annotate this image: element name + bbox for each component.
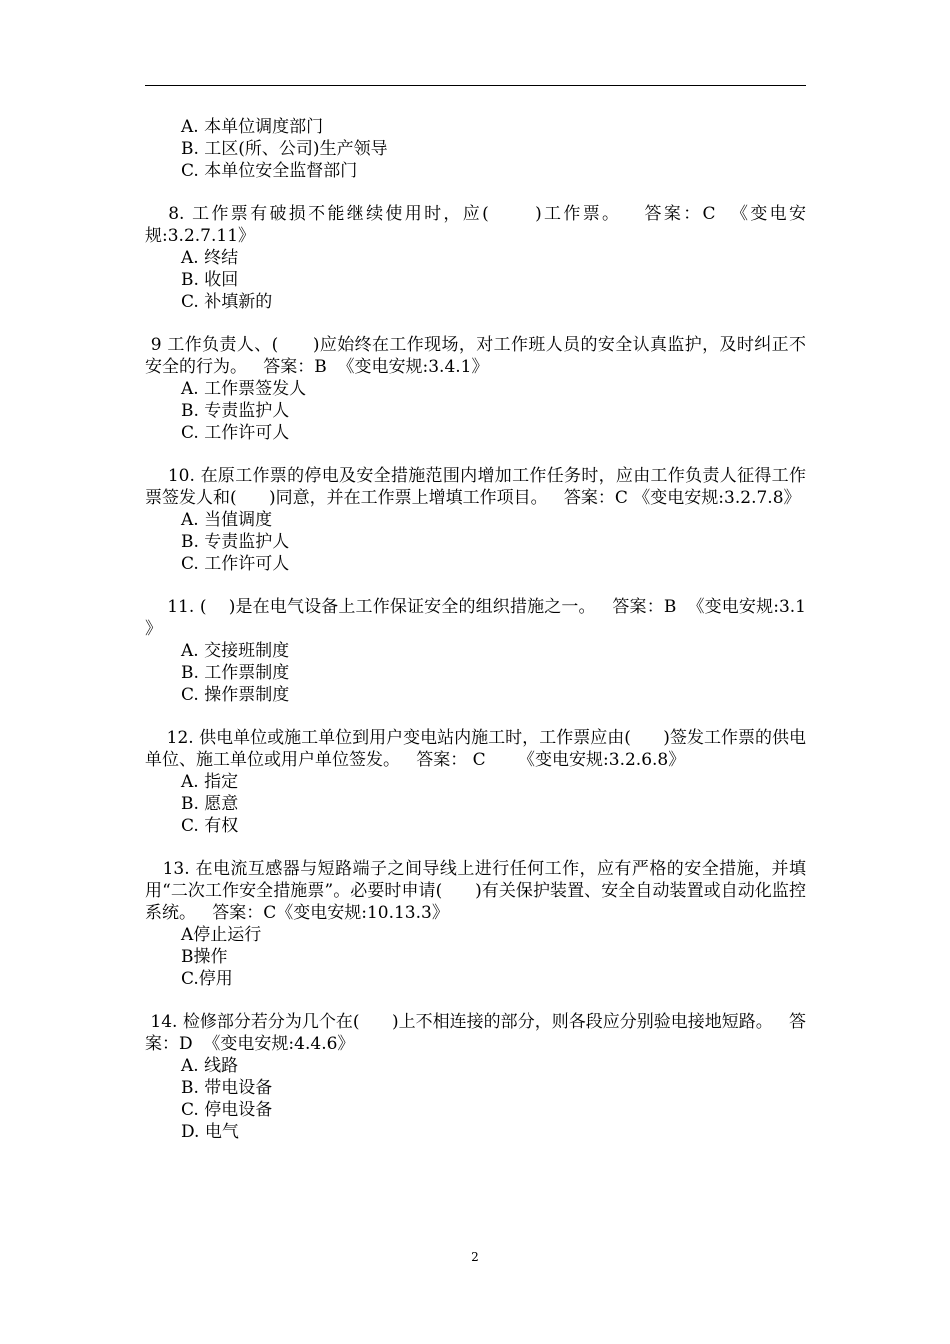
answer-option: A. 指定 (181, 772, 239, 792)
answer-option: A停止运行 (181, 925, 262, 945)
answer-option: B. 工作票制度 (181, 663, 290, 683)
answer-option: B. 专责监护人 (181, 532, 290, 552)
answer-option: B. 愿意 (181, 794, 239, 814)
question-stem: 9 工作负责人、( )应始终在工作现场，对工作班人员的安全认真监护，及时纠正不安全的行为。 答案：B 《变电安规:3.4.1》 (145, 335, 807, 377)
question-block (145, 1011, 806, 1143)
question-stem: 10. 在原工作票的停电及安全措施范围内增加工作任务时，应由工作负责人征得工作票签发人和( )同意，并在工作票上增填工作项目。 答案：C 《变电安规:3.2.7.8》 (145, 466, 806, 508)
question-list (145, 116, 812, 1164)
answer-option: A. 本单位调度部门 (181, 117, 324, 137)
question-block (145, 596, 812, 706)
answer-option: B. 专责监护人 (181, 401, 290, 421)
question-block (145, 727, 806, 837)
question-block (145, 858, 806, 990)
answer-option: D. 电气 (181, 1122, 239, 1142)
answer-option: A. 工作票签发人 (181, 379, 307, 399)
question-block (145, 116, 806, 182)
answer-option: A. 当值调度 (181, 510, 273, 530)
question-stem: 14. 检修部分若分为几个在( )上不相连接的部分，则各段应分别验电接地短路。 答案：D 《变电安规:4.4.6》 (145, 1012, 807, 1054)
answer-option: C. 操作票制度 (181, 685, 290, 705)
answer-option: B操作 (181, 947, 228, 967)
answer-option: B. 收回 (181, 270, 239, 290)
question-block (145, 203, 806, 313)
answer-option: C.停用 (181, 969, 233, 989)
answer-option: A. 终结 (181, 248, 239, 268)
question-block (145, 334, 806, 444)
answer-option: A. 线路 (181, 1056, 239, 1076)
question-block (145, 465, 806, 575)
answer-option: C. 本单位安全监督部门 (181, 161, 358, 181)
answer-option: C. 工作许可人 (181, 423, 290, 443)
answer-option: C. 有权 (181, 816, 239, 836)
answer-option: C. 工作许可人 (181, 554, 290, 574)
question-stem: 12. 供电单位或施工单位到用户变电站内施工时，工作票应由( )签发工作票的供电单位、施工单位或用户单位签发。 答案： C 《变电安规:3.2.6.8》 (145, 728, 806, 770)
answer-option: B. 带电设备 (181, 1078, 273, 1098)
question-stem: 11. ( )是在电气设备上工作保证安全的组织措施之一。 答案：B 《变电安规:3.1 》 (145, 597, 812, 639)
answer-option: A. 交接班制度 (181, 641, 290, 661)
header-rule (145, 85, 806, 86)
answer-option: C. 补填新的 (181, 292, 273, 312)
page-number: 2 (471, 1250, 479, 1264)
answer-option: C. 停电设备 (181, 1100, 273, 1120)
answer-option: B. 工区(所、公司)生产领导 (181, 139, 388, 159)
question-stem: 13. 在电流互感器与短路端子之间导线上进行任何工作，应有严格的安全措施，并填用“二次工作安全措施票”。必要时申请( )有关保护装置、安全自动装置或自动化监控系统。 答案：C《变电安规:10.13.3》 (145, 859, 806, 923)
question-stem: 8. 工作票有破损不能继续使用时，应( )工作票。 答案：C 《变电安规:3.2.7.11》 (145, 204, 806, 246)
